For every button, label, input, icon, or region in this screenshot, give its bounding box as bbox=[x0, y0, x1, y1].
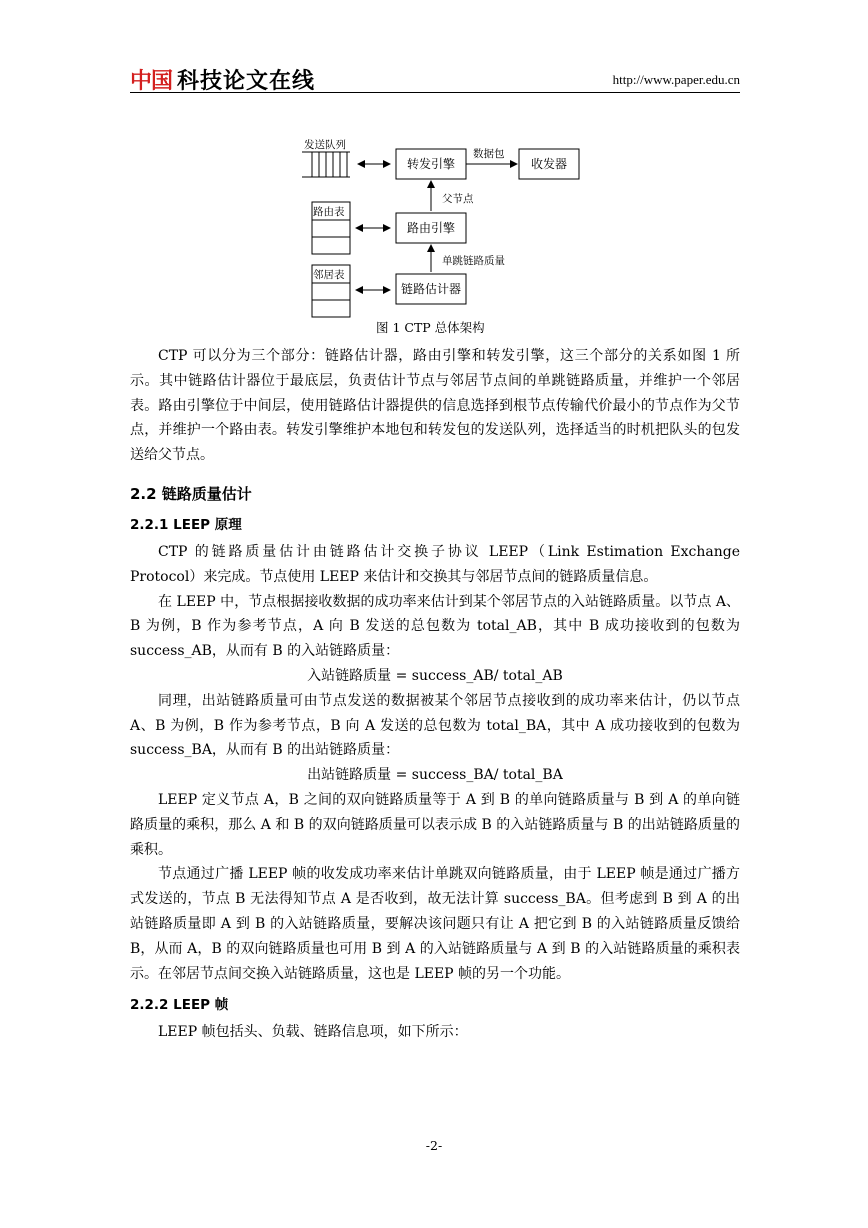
equation-inbound: 入站链路质量 = success_AB/ total_AB bbox=[307, 667, 563, 684]
neighbor-table-label: 邻居表 bbox=[313, 269, 345, 281]
page-number: -2- bbox=[425, 1138, 443, 1153]
send-queue-label: 发送队列 bbox=[304, 139, 346, 151]
paragraph-7: LEEP 帧包括头、负载、链路信息项，如下所示： bbox=[158, 1024, 468, 1041]
single-hop-quality-label: 单跳链路质量 bbox=[442, 255, 505, 267]
send-queue-icon bbox=[302, 152, 350, 177]
paragraph-5: LEEP 定义节点 A，B 之间的双向链路质量等于 A 到 B 的单向链路质量与 B 到 A 的单向链路质量的乘积，那么 A 和 B 的双向链路质量可以表示成 B 的入站链路质量与 B 的出站链路质量的乘积。 bbox=[130, 791, 740, 858]
logo-red-text: 中国 bbox=[130, 69, 173, 94]
main-content bbox=[130, 344, 740, 1045]
header-url[interactable]: http://www.paper.edu.cn bbox=[612, 72, 740, 87]
figure-caption: 图 1 CTP 总体架构 bbox=[376, 320, 485, 335]
paragraph-6: 节点通过广播 LEEP 帧的收发成功率来估计单跳双向链路质量，由于 LEEP 帧是通过广播方式发送的，节点 B 无法得知节点 A 是否收到，故无法计算 success_BA。但考虑到 B 到 A 的出站链路质量即 A 到 B 的入站链路质量，要解决该问题只有让 A 把它到 B 的入站链路质量反馈给 B，从而 A，B 的双向链路质量也可用 B 到 A 的入站链路质量与 A 到 B 的入站链路质量的乘积表示。在邻居节点间交换入站链路质量，这也是 LEEP 帧的另一个功能。 bbox=[130, 866, 740, 982]
equation-outbound: 出站链路质量 = success_BA/ total_BA bbox=[307, 767, 563, 784]
routing-engine-label: 路由引擎 bbox=[406, 221, 456, 235]
paragraph-2: CTP 的链路质量估计由链路估计交换子协议 LEEP（Link Estimation Exchange Protocol）来完成。节点使用 LEEP 来估计和交换其与邻居节点间的链路质量信息。 bbox=[130, 543, 740, 585]
data-packet-label: 数据包 bbox=[473, 148, 505, 160]
subsection-heading-2-2-2: 2.2.2 LEEP 帧 bbox=[130, 997, 229, 1014]
ctp-architecture-diagram bbox=[290, 130, 590, 320]
subsection-heading-2-2-1: 2.2.1 LEEP 原理 bbox=[130, 516, 242, 533]
page-header bbox=[130, 62, 740, 93]
forward-engine-label: 转发引擎 bbox=[406, 157, 456, 171]
paragraph-4: 同理，出站链路质量可由节点发送的数据被某个邻居节点接收到的成功率来估计，仍以节点 A、B 为例，B 作为参考节点，B 向 A 发送的总包数为 total_BA，其中 A 成功接收到的包数为 success_BA，从而有 B 的出站链路质量： bbox=[130, 692, 740, 759]
paragraph-1: CTP 可以分为三个部分：链路估计器，路由引擎和转发引擎，这三个部分的关系如图 1 所示。其中链路估计器位于最底层，负责估计节点与邻居节点间的单跳链路质量，并维护一个邻居表。路由引擎位于中间层，使用链路估计器提供的信息选择到根节点传输代价最小的节点作为父节点，并维护一个路由表。转发引擎维护本地包和转发包的发送队列，选择适当的时机把队头的包发送给父节点。 bbox=[130, 348, 740, 464]
parent-node-label: 父节点 bbox=[442, 193, 474, 205]
link-estimator-label: 链路估计器 bbox=[400, 282, 462, 296]
routing-table-label: 路由表 bbox=[313, 206, 345, 218]
logo-black-text: 科技论文在线 bbox=[177, 69, 316, 94]
section-heading-2-2: 2.2 链路质量估计 bbox=[130, 484, 252, 503]
transceiver-label: 收发器 bbox=[530, 157, 568, 171]
paragraph-3: 在 LEEP 中，节点根据接收数据的成功率来估计到某个邻居节点的入站链路质量。以节点 A、B 为例，B 作为参考节点，A 向 B 发送的总包数为 total_AB，其中 B 成功接收到的包数为 success_AB，从而有 B 的入站链路质量： bbox=[130, 593, 740, 660]
